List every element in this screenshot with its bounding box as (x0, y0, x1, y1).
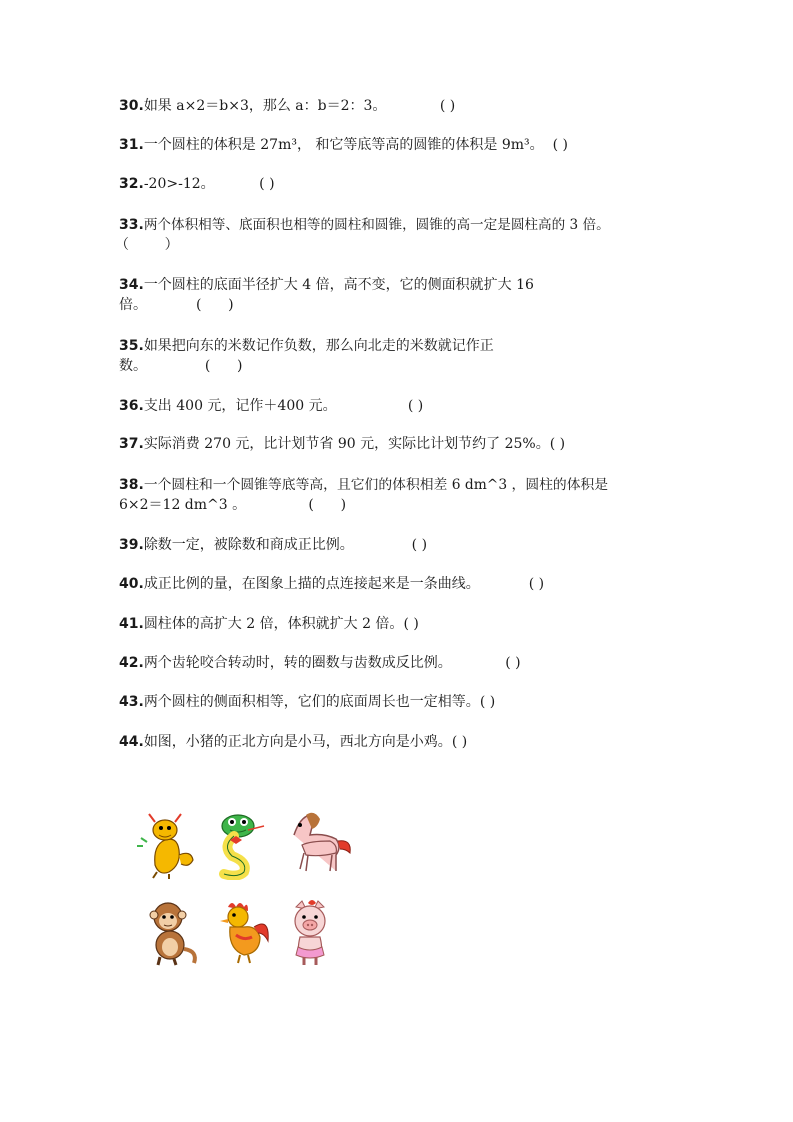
question-44 (119, 732, 689, 752)
horse-icon (280, 805, 358, 875)
question-37 (119, 434, 689, 454)
zodiac-animals-figure (130, 805, 365, 975)
question-text: 如果把向东的米数记作负数，那么向北走的米数就记作正 (143, 338, 494, 354)
answer-blank[interactable]: ( ) (407, 398, 424, 414)
answer-blank[interactable]: ( ) (549, 436, 566, 452)
question-number: 40. (119, 576, 144, 592)
question-number: 35. (119, 338, 144, 354)
rooster-icon (208, 897, 272, 967)
question-42 (119, 653, 689, 673)
question-40 (119, 574, 689, 594)
question-text: 一个圆柱和一个圆锥等底等高，且它们的体积相差 6 dm^3 ，圆柱的体积是 (143, 477, 609, 493)
answer-blank[interactable]: ( ) (479, 694, 496, 710)
snake-icon (208, 810, 272, 880)
question-text: 如果 a×2＝b×3，那么 a：b＝2：3。 (143, 98, 387, 114)
question-number: 39. (119, 537, 144, 553)
question-number: 44. (119, 734, 144, 750)
pig-icon (280, 897, 344, 967)
question-text: 两个圆柱的侧面积相等，它们的底面周长也一定相等。 (143, 694, 480, 710)
question-text: 一个圆柱的底面半径扩大 4 倍，高不变，它的侧面积就扩大 16 (143, 277, 534, 293)
answer-blank[interactable]: 数。 ( ) (119, 358, 243, 374)
question-text: 一个圆柱的体积是 27m³， 和它等底等高的圆锥的体积是 9m³。 (143, 137, 544, 153)
question-text: 除数一定，被除数和商成正比例。 (143, 537, 354, 553)
question-text: 两个齿轮咬合转动时，转的圈数与齿数成反比例。 (143, 655, 452, 671)
question-31 (119, 135, 689, 155)
question-number: 38. (119, 477, 144, 493)
question-30 (119, 96, 689, 116)
question-32 (119, 174, 689, 194)
answer-blank[interactable]: ( ) (528, 576, 545, 592)
answer-blank[interactable]: 倍。 ( ) (119, 297, 234, 313)
question-number: 31. (119, 137, 144, 153)
question-35 (119, 336, 689, 376)
question-43 (119, 692, 689, 712)
question-33 (115, 215, 699, 255)
question-number: 36. (119, 398, 144, 414)
answer-blank[interactable]: ( ) (403, 616, 419, 632)
question-number: 42. (119, 655, 144, 671)
question-number: 41. (119, 616, 144, 632)
question-34 (119, 275, 689, 315)
answer-blank[interactable]: ( ) (451, 734, 468, 750)
answer-blank[interactable]: ( ) (411, 537, 428, 553)
question-text: 如图，小猪的正北方向是小马，西北方向是小鸡。 (143, 734, 452, 750)
question-number: 33. (119, 217, 144, 233)
answer-blank[interactable]: ( ) (505, 655, 521, 671)
question-text: 支出 400 元，记作＋400 元。 (143, 398, 337, 414)
question-number: 30. (119, 98, 144, 114)
question-text: 实际消费 270 元，比计划节省 90 元，实际比计划节约了 25%。 (143, 436, 550, 452)
answer-blank[interactable]: ( ) (552, 137, 568, 153)
question-text: 圆柱体的高扩大 2 倍，体积就扩大 2 倍。 (143, 616, 404, 632)
question-number: 34. (119, 277, 144, 293)
question-number: 32. (119, 176, 144, 192)
question-number: 43. (119, 694, 144, 710)
question-38 (119, 475, 699, 515)
question-41 (119, 614, 689, 634)
answer-blank[interactable]: 6×2＝12 dm^3 。 ( ) (119, 497, 347, 513)
question-text: -20>-12。 (143, 176, 215, 192)
answer-blank[interactable]: ( ) (439, 98, 456, 114)
dragon-icon (135, 810, 199, 880)
answer-blank[interactable]: （ ） (115, 237, 179, 253)
question-39 (119, 535, 689, 555)
question-text: 两个体积相等、底面积也相等的圆柱和圆锥，圆锥的高一定是圆柱高的 3 倍。 (143, 217, 610, 233)
answer-blank[interactable]: ( ) (259, 176, 275, 192)
question-number: 37. (119, 436, 144, 452)
question-text: 成正比例的量，在图象上描的点连接起来是一条曲线。 (143, 576, 480, 592)
monkey-icon (138, 897, 202, 967)
question-36 (119, 396, 689, 416)
